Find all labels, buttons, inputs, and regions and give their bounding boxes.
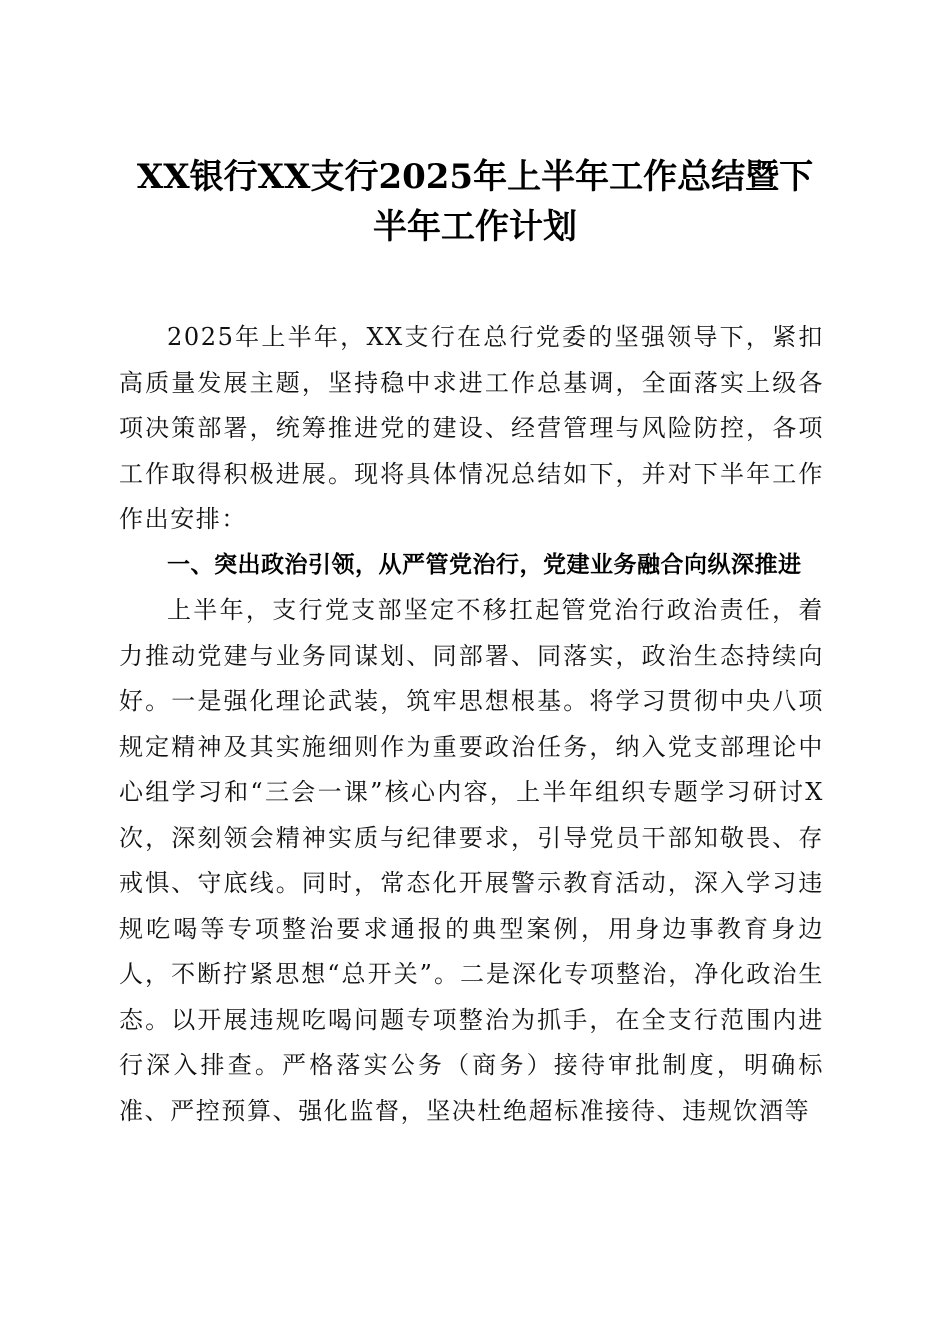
document-body (119, 315, 824, 1134)
document-title (100, 152, 850, 252)
intro-paragraph: 2025年上半年，XX支行在总行党委的坚强领导下，紧扣高质量发展主题，坚持稳中求进工作总基调，全面落实上级各项决策部署，统筹推进党的建设、经营管理与风险防控，各项工作取得积极进展。现将具体情况总结如下，并对下半年工作作出安排： (119, 323, 824, 533)
title-line-2: 半年工作计划 (373, 207, 577, 247)
title-line-1: XX银行XX支行2025年上半年工作总结暨下 (136, 157, 814, 197)
section-1-paragraph: 上半年，支行党支部坚定不移扛起管党治行政治责任，着力推动党建与业务同谋划、同部署、同落实，政治生态持续向好。一是强化理论武装，筑牢思想根基。将学习贯彻中央八项规定精神及其实施细则作为重要政治任务，纳入党支部理论中心组学习和“三会一课”核心内容，上半年组织专题学习研讨X次，深刻领会精神实质与纪律要求，引导党员干部知敬畏、存戒惧、守底线。同时，常态化开展警示教育活动，深入学习违规吃喝等专项整治要求通报的典型案例，用身边事教育身边人，不断拧紧思想“总开关”。二是深化专项整治，净化政治生态。以开展违规吃喝问题专项整治为抓手，在全支行范围内进行深入排查。严格落实公务（商务）接待审批制度，明确标准、严控预算、强化监督，坚决杜绝超标准接待、违规饮酒等 (119, 596, 824, 1125)
section-1-heading: 一、突出政治引领，从严管党治行，党建业务融合向纵深推进 (167, 551, 802, 578)
